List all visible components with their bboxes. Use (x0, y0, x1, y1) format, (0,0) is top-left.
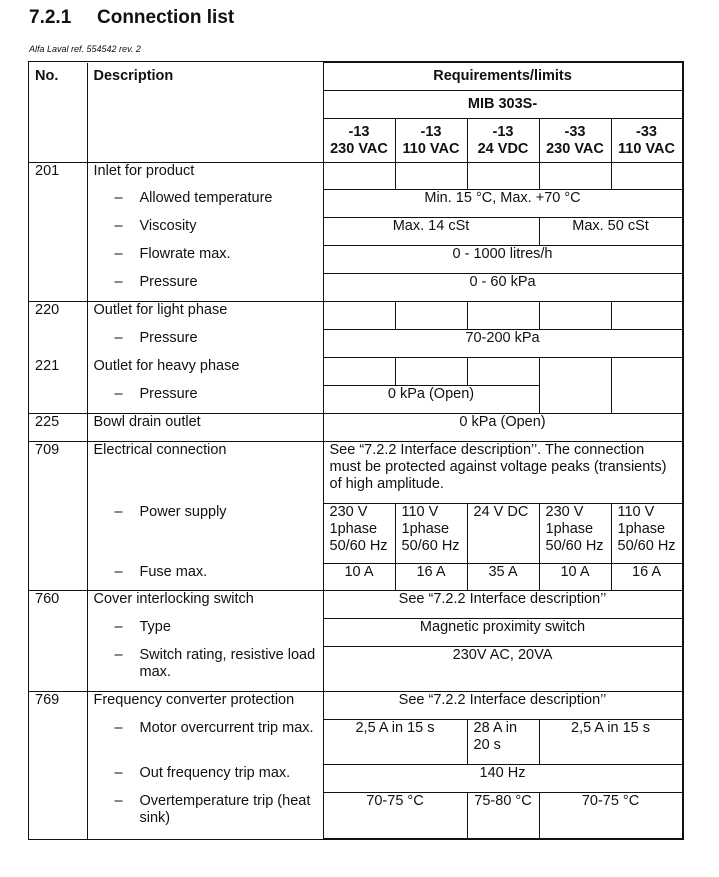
requirement-value: 70-200 kPa (323, 330, 682, 358)
row-number: 760 (29, 591, 87, 619)
requirement-value: 2,5 A in 15 s (323, 720, 467, 765)
requirement-value: 24 V DC (467, 504, 539, 564)
list-dash: – (114, 217, 123, 234)
row-number: 220 (29, 302, 87, 330)
requirement-value: 140 Hz (323, 765, 682, 793)
table-row (29, 619, 682, 647)
requirement-value: 0 kPa (Open) (323, 414, 682, 442)
requirement-value: 0 kPa (Open) (323, 386, 539, 414)
table-row (29, 647, 682, 692)
table-row (29, 246, 682, 274)
table-row (29, 504, 682, 564)
row-description: Electrical connection (87, 442, 323, 504)
row-description: Power supply (139, 503, 227, 520)
requirement-value: 16 A (395, 564, 467, 591)
row-description: Pressure (139, 273, 198, 290)
table-row (29, 564, 682, 591)
table-row (29, 358, 682, 386)
row-description: Bowl drain outlet (87, 414, 323, 442)
requirement-value: 110 V 1phase 50/60 Hz (395, 504, 467, 564)
requirement-value: 0 - 1000 litres/h (323, 246, 682, 274)
row-number: 225 (29, 414, 87, 442)
row-description: Cover interlocking switch (87, 591, 323, 619)
requirement-note: See “7.2.2 Interface description’’ (323, 692, 682, 720)
requirement-value: 10 A (539, 564, 611, 591)
requirement-value: 10 A (323, 564, 395, 591)
row-description: Outlet for heavy phase (87, 358, 323, 386)
row-description: Fuse max. (139, 563, 208, 580)
list-dash: – (114, 563, 123, 580)
table-row (29, 302, 682, 330)
list-dash: – (114, 618, 123, 635)
row-description: Pressure (139, 385, 198, 402)
row-number: 709 (29, 442, 87, 504)
header-row (29, 63, 682, 91)
requirement-value: 35 A (467, 564, 539, 591)
list-dash: – (114, 764, 123, 781)
requirement-value: 70-75 °C (323, 793, 467, 839)
requirement-value: Magnetic proximity switch (323, 619, 682, 647)
row-description: Overtemperature trip (heat sink) (139, 792, 311, 826)
header-requirements: Requirements/limits (323, 63, 682, 91)
requirement-value: 70-75 °C (539, 793, 682, 839)
requirement-value: 2,5 A in 15 s (539, 720, 682, 765)
row-description: Switch rating, resistive load max. (139, 646, 316, 680)
requirement-value: Max. 14 cSt (323, 218, 539, 246)
variant-header: -13 110 VAC (395, 119, 467, 163)
list-dash: – (114, 646, 123, 663)
row-number: 221 (29, 358, 87, 386)
table-row (29, 765, 682, 793)
row-description: Outlet for light phase (87, 302, 323, 330)
requirement-note: See “7.2.2 Interface description’’ (323, 591, 682, 619)
row-description: Flowrate max. (139, 245, 231, 262)
table-row (29, 274, 682, 302)
requirement-value: Max. 50 cSt (539, 218, 682, 246)
requirement-note: See “7.2.2 Interface description’’. The connection must be protected against voltage peaks (transients) of high amplitude. (323, 442, 682, 504)
variant-header: -13 230 VAC (323, 119, 395, 163)
table-row (29, 163, 682, 190)
requirement-value: 230 V 1phase 50/60 Hz (539, 504, 611, 564)
list-dash: – (114, 385, 123, 402)
row-description: Frequency converter protection (87, 692, 323, 720)
table-row (29, 190, 682, 218)
table-row (29, 414, 682, 442)
header-no: No. (29, 63, 87, 163)
table-row (29, 720, 682, 765)
row-description: Motor overcurrent trip max. (139, 719, 314, 736)
list-dash: – (114, 273, 123, 290)
table-row (29, 692, 682, 720)
row-description: Pressure (139, 329, 198, 346)
header-description: Description (87, 63, 323, 163)
table-row (29, 442, 682, 504)
requirement-value: 75-80 °C (467, 793, 539, 839)
row-description: Inlet for product (87, 163, 323, 190)
header-model: MIB 303S- (323, 91, 682, 119)
variant-header: -13 24 VDC (467, 119, 539, 163)
variant-header: -33 110 VAC (611, 119, 682, 163)
row-description: Out frequency trip max. (139, 764, 291, 781)
requirement-value: 230 V 1phase 50/60 Hz (323, 504, 395, 564)
row-description: Allowed temperature (139, 189, 273, 206)
reference-note: Alfa Laval ref. 554542 rev. 2 (29, 44, 141, 54)
row-description: Viscosity (139, 217, 197, 234)
connection-table (29, 62, 683, 839)
list-dash: – (114, 719, 123, 736)
requirement-value: 230V AC, 20VA (323, 647, 682, 692)
list-dash: – (114, 245, 123, 262)
list-dash: – (114, 189, 123, 206)
requirement-value: 16 A (611, 564, 682, 591)
section-number: 7.2.1 (29, 7, 72, 28)
requirement-value: 28 A in 20 s (467, 720, 539, 765)
table-row (29, 218, 682, 246)
row-number: 201 (29, 163, 87, 190)
table-row (29, 330, 682, 358)
requirement-value: Min. 15 °C, Max. +70 °C (323, 190, 682, 218)
table-row (29, 591, 682, 619)
table-row (29, 793, 682, 839)
list-dash: – (114, 503, 123, 520)
variant-header: -33 230 VAC (539, 119, 611, 163)
row-description: Type (139, 618, 171, 635)
requirement-value: 0 - 60 kPa (323, 274, 682, 302)
list-dash: – (114, 792, 123, 809)
row-number: 769 (29, 692, 87, 720)
section-title: Connection list (97, 7, 235, 28)
list-dash: – (114, 329, 123, 346)
requirement-value: 110 V 1phase 50/60 Hz (611, 504, 682, 564)
